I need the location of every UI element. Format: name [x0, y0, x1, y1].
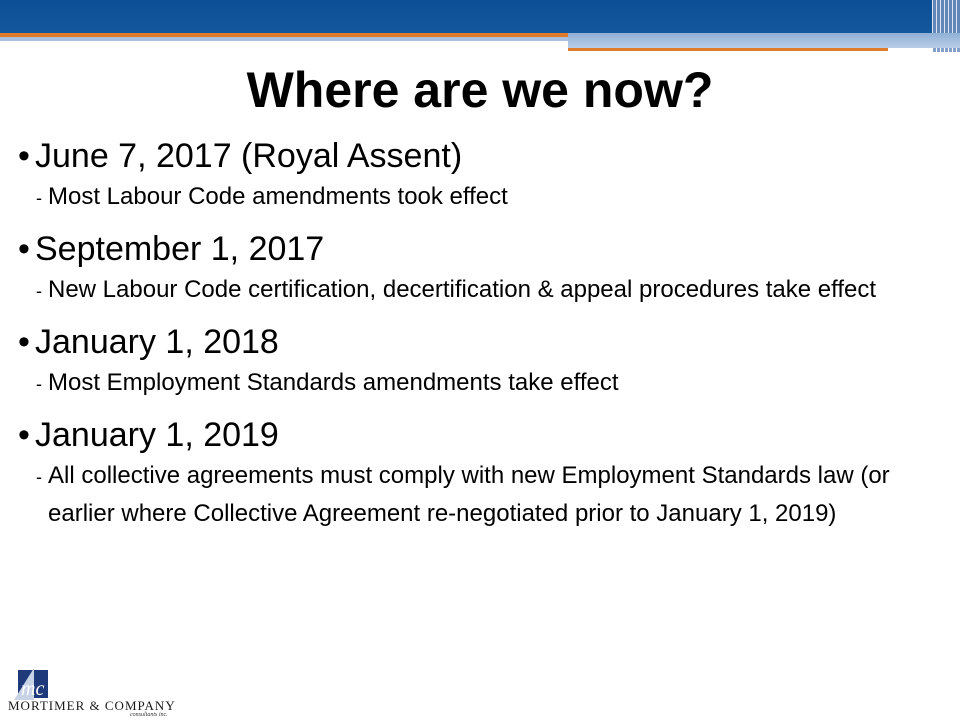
bullet-item: [18, 227, 938, 271]
sub-item: [36, 178, 938, 217]
logo-tagline: consultants inc.: [130, 712, 168, 718]
dash-icon: -: [36, 188, 42, 208]
company-logo: [8, 664, 193, 718]
sub-item: [36, 364, 938, 403]
dash-icon: -: [36, 467, 42, 487]
sub-item-text: New Labour Code certification, decertification & appeal procedures take effect: [48, 276, 877, 303]
bullet-icon: •: [18, 137, 30, 175]
dash-icon: -: [36, 374, 42, 394]
header-right-accent-line: [568, 48, 888, 51]
bullet-heading: January 1, 2018: [35, 323, 279, 361]
sub-item-text: Most Labour Code amendments took effect: [48, 183, 508, 210]
header-light-line: [0, 37, 568, 41]
bullet-item: [18, 413, 938, 457]
bullet-icon: •: [18, 323, 30, 361]
sub-item-text: Most Employment Standards amendments take effect: [48, 369, 619, 396]
header-bar: [0, 0, 960, 33]
bullet-icon: •: [18, 416, 30, 454]
logo-company-name: MORTIMER & COMPANY: [8, 698, 176, 713]
bullet-heading: January 1, 2019: [35, 416, 279, 454]
dash-icon: -: [36, 281, 42, 301]
slide-content: [18, 134, 938, 533]
bullet-icon: •: [18, 230, 30, 268]
logo-mark-icon: [12, 664, 52, 702]
sub-item-text: All collective agreements must comply with new Employment Standards law (or earlier where Collective Agreement re-negotiated prior to January 1, 2019): [48, 462, 890, 527]
sub-item: [36, 457, 938, 533]
bullet-heading: June 7, 2017 (Royal Assent): [35, 137, 463, 175]
bullet-heading: September 1, 2017: [35, 230, 325, 268]
slide-title: Where are we now?: [246, 62, 714, 118]
header-right-block: [568, 33, 960, 48]
logo-mark-text: mc: [21, 678, 45, 700]
bullet-item: [18, 134, 938, 178]
bullet-item: [18, 320, 938, 364]
sub-item: [36, 271, 938, 310]
